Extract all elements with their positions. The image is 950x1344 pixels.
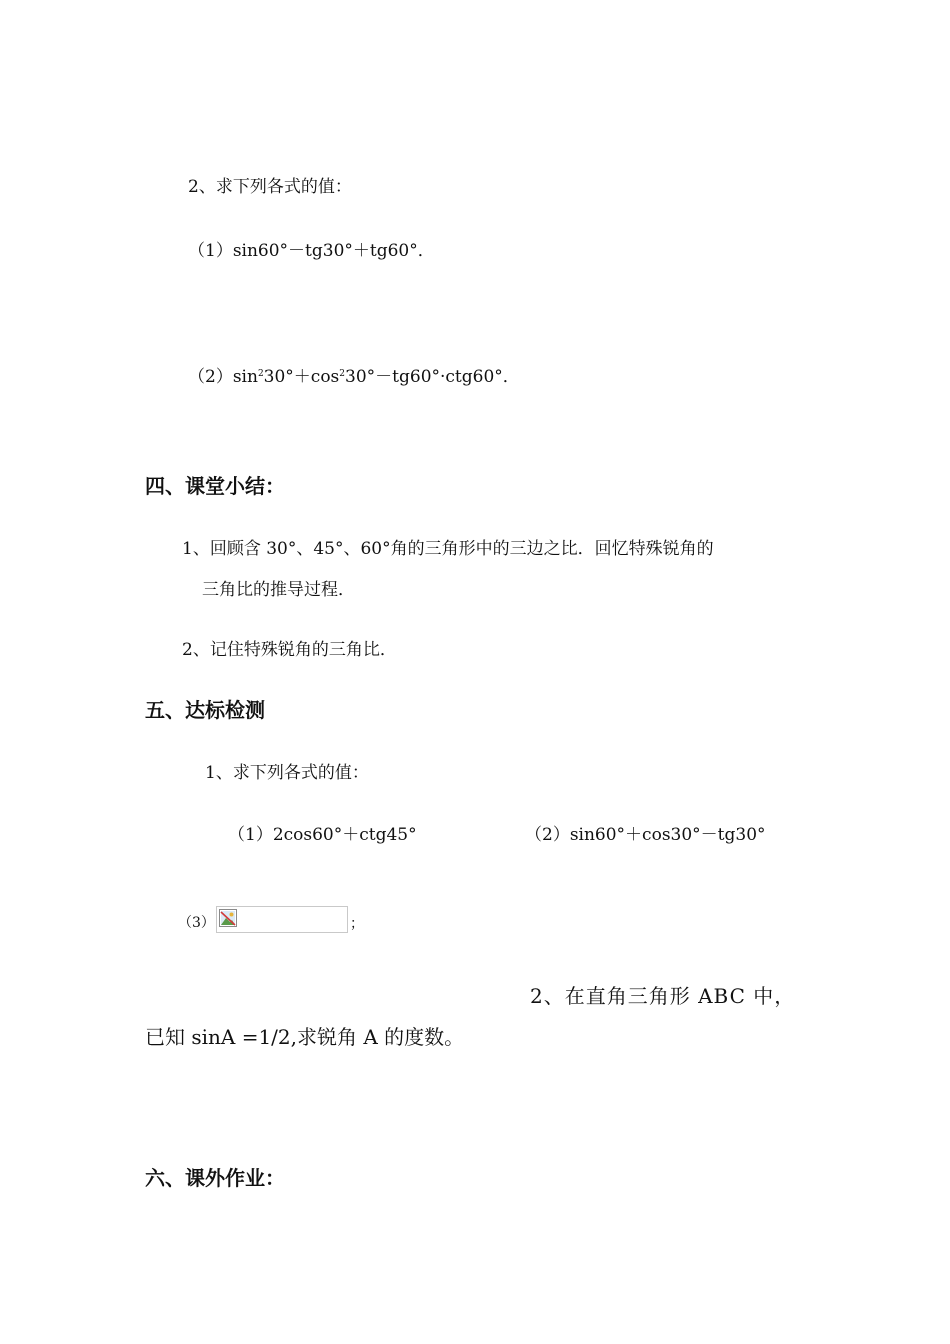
test-question-2-line-1: 2、在直角三角形 ABC 中， xyxy=(530,984,796,1008)
section-4-heading: 四、课堂小结： xyxy=(145,474,285,498)
test-question-2-line-2: 已知 sinA =1/2,求锐角 A 的度数。 xyxy=(145,1025,465,1049)
summary-item-2: 2、记住特殊锐角的三角比． xyxy=(182,640,397,660)
test-question-1-part-1: （1）2cos60°＋ctg45° xyxy=(228,825,417,845)
test-question-1-part-3-tail: ； xyxy=(350,916,364,932)
question-2-title: 2、求下列各式的值： xyxy=(188,177,352,197)
test-question-1-title: 1、求下列各式的值： xyxy=(205,763,369,783)
question-2-part-2-a: （2）sin xyxy=(188,367,258,387)
question-2-part-1: （1）sin60°－tg30°＋tg60°． xyxy=(188,241,435,261)
section-5-heading: 五、达标检测 xyxy=(145,698,265,722)
superscript-2: 2 xyxy=(257,369,264,379)
test-question-1-part-3-label: （3） xyxy=(178,915,215,931)
broken-image-icon xyxy=(219,909,237,927)
question-2-part-2-c: 30°－tg60°·ctg60°． xyxy=(345,367,520,387)
summary-item-1-line-1: 1、回顾含 30°、45°、60°角的三角形中的三边之比．回忆特殊锐角的 xyxy=(182,539,714,559)
section-6-heading: 六、课外作业： xyxy=(145,1166,285,1190)
formula-image-placeholder xyxy=(216,906,348,933)
summary-item-1-line-2: 三角比的推导过程． xyxy=(202,580,355,600)
question-2-part-2-b: 30°＋cos xyxy=(263,367,340,387)
test-question-1-part-2: （2）sin60°＋cos30°－tg30° xyxy=(525,825,766,845)
superscript-2: 2 xyxy=(339,369,346,379)
question-2-part-2 xyxy=(188,362,520,387)
